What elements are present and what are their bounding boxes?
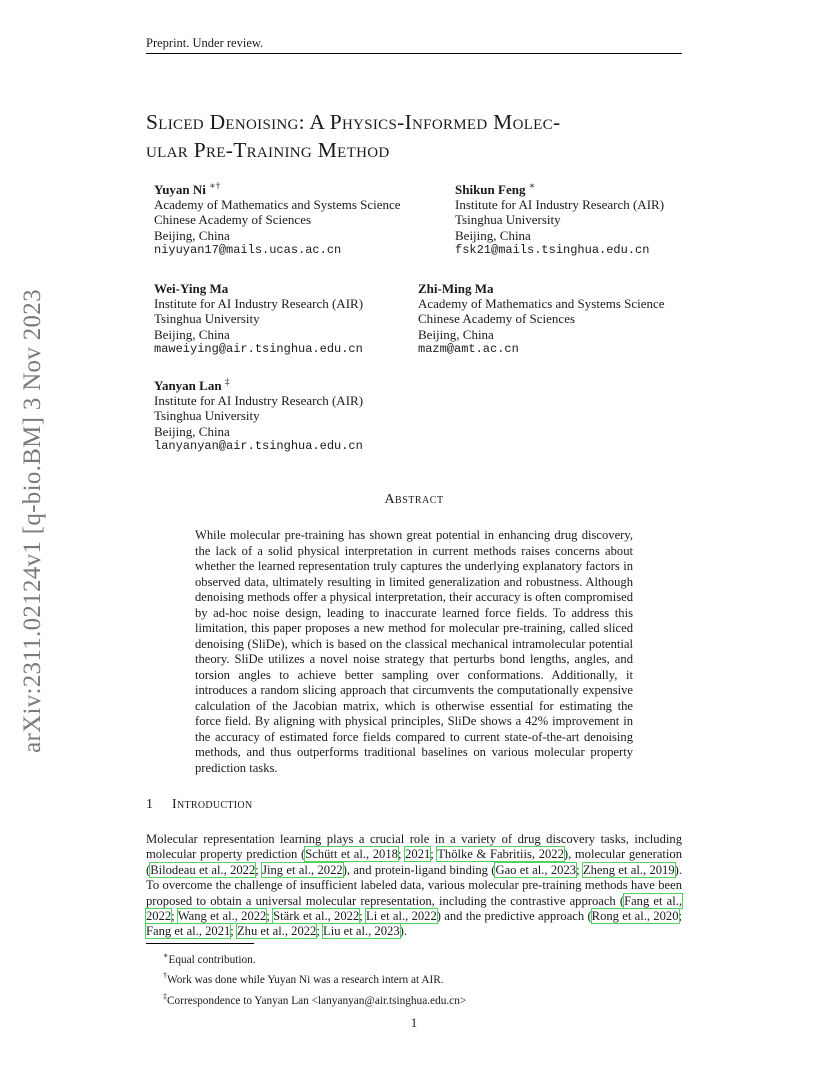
footnote-mark: †: [163, 971, 167, 981]
intro-text: Molecular representation learning plays a crucial role in a variety of drug discovery tasks, including molecular property prediction (: [146, 832, 682, 862]
intro-text: ;: [316, 924, 324, 939]
footnote-text: Correspondence to Yanyan Lan <lanyanyan@air.tsinghua.edu.cn>: [167, 994, 467, 1007]
author-affiliation: Chinese Academy of Sciences: [418, 311, 576, 327]
citation-link[interactable]: Rong et al., 2020: [591, 909, 679, 924]
paper-title: [146, 108, 706, 164]
arxiv-sidebar: [18, 268, 48, 773]
citation-link[interactable]: Schütt et al., 2018: [305, 847, 398, 862]
footnote: [163, 948, 466, 968]
author-affiliation: Tsinghua University: [154, 311, 260, 327]
intro-text: ;: [171, 909, 178, 924]
footnote: [163, 989, 466, 1009]
author-affiliation: Academy of Mathematics and Systems Science: [418, 296, 665, 312]
author-affiliation: Institute for AI Industry Research (AIR): [154, 393, 364, 409]
intro-text: ;: [230, 924, 237, 939]
citation-link[interactable]: Fang et al., 2021: [146, 924, 231, 939]
intro-text: ).: [399, 924, 407, 939]
author-marks: ‡: [224, 377, 230, 388]
author-affiliation: Chinese Academy of Sciences: [154, 212, 312, 228]
author-location: Beijing, China: [154, 423, 230, 439]
header-rule: [146, 53, 682, 54]
author-name: Wei-Ying Ma: [154, 281, 229, 296]
author-affiliation: Academy of Mathematics and Systems Science: [154, 197, 401, 213]
author-location: Beijing, China: [154, 326, 230, 342]
author-affiliation: Institute for AI Industry Research (AIR): [154, 296, 364, 312]
author-email[interactable]: lanyanyan@air.tsinghua.edu.cn: [154, 438, 363, 453]
intro-paragraph: [146, 832, 682, 940]
intro-text: ;: [255, 862, 263, 877]
author-name: Yuyan Ni: [154, 182, 206, 197]
author-block: [154, 182, 401, 258]
citation-link[interactable]: Jing et al., 2022: [262, 862, 343, 877]
author-email[interactable]: mazm@amt.ac.cn: [418, 341, 519, 356]
author-affiliation: Institute for AI Industry Research (AIR): [455, 197, 665, 213]
citation-link[interactable]: Thölke & Fabritiis, 2022: [437, 847, 564, 862]
section-number: 1: [146, 797, 154, 812]
footnote-rule: [146, 943, 254, 944]
running-header: Preprint. Under review.: [146, 36, 264, 50]
footnote-text: Work was done while Yuyan Ni was a research intern at AIR.: [167, 974, 444, 987]
author-email[interactable]: fsk21@mails.tsinghua.edu.cn: [455, 242, 650, 257]
citation-link[interactable]: Zheng et al., 2019: [582, 862, 675, 877]
citation-link[interactable]: Zhu et al., 2022: [236, 924, 317, 939]
intro-text: ). To overcome the challenge of insufficient labeled data, various molecular pre-training methods have been proposed to obtain a universal molecular representation, including the contrastive approach (: [146, 862, 682, 908]
author-location: Beijing, China: [418, 326, 494, 342]
intro-text: ;: [576, 862, 583, 877]
intro-text: ), and protein-ligand binding (: [342, 862, 496, 877]
intro-text: ;: [359, 909, 367, 924]
author-email[interactable]: maweiying@air.tsinghua.edu.cn: [154, 341, 363, 356]
intro-text: ;: [397, 847, 406, 862]
citation-link[interactable]: Wang et al., 2022: [177, 909, 267, 924]
intro-text: ;: [678, 909, 682, 924]
citation-link[interactable]: Bilodeau et al., 2022: [150, 862, 256, 877]
title-line-2: ular Pre-Training Method: [146, 138, 390, 162]
author-location: Beijing, China: [455, 227, 531, 243]
author-email[interactable]: niyuyan17@mails.ucas.ac.cn: [154, 242, 342, 257]
footnotes: [163, 948, 466, 1009]
footnote: [163, 968, 466, 988]
author-name: Zhi-Ming Ma: [418, 281, 494, 296]
intro-text: ) and the predictive approach (: [436, 909, 592, 924]
abstract-heading: Abstract: [384, 492, 444, 507]
author-marks: ∗: [528, 181, 536, 192]
arxiv-id: arXiv:2311.02124v1 [q-bio.BM] 3 Nov 2023: [19, 288, 46, 753]
citation-link[interactable]: Liu et al., 2023: [323, 924, 400, 939]
citation-link[interactable]: Stärk et al., 2022: [273, 909, 360, 924]
author-block: [418, 281, 665, 357]
author-affiliation: Tsinghua University: [154, 408, 260, 424]
intro-text: ;: [430, 847, 438, 862]
abstract-text: While molecular pre-training has shown great potential in enhancing drug discovery, the lack of a solid physical interpretation in current methods raises concerns about whether the learned representation truly captures the underlying explanatory factors in observed data, ultimately resulting in limited generalization and robustness. Although denoising methods offer a physical interpretation, their accuracy is often compromised by ad-hoc noise design, leading to inaccurate learned force fields. To address this limitation, this paper proposes a new method for molecular pre-training, called sliced denoising (SliDe), which is based on the classical mechanical intramolecular potential theory. SliDe utilizes a novel noise strategy that perturbs bond lengths, angles, and torsion angles to achieve better sampling over conformations. Additionally, it introduces a random slicing approach that circumvents the computationally expensive calculation of the Jacobian matrix, which is otherwise essential for estimating the force field. By aligning with physical principles, SliDe shows a 42% improvement in the accuracy of estimated force fields compared to current state-of-the-art denoising methods, and thus outperforms traditional baselines on various molecular property prediction tasks.: [195, 528, 633, 775]
author-marks: ∗†: [209, 181, 221, 192]
author-block: [455, 182, 664, 258]
page-number: 1: [410, 1015, 418, 1030]
author-name: Shikun Feng: [455, 182, 526, 197]
author-affiliation: Tsinghua University: [455, 212, 561, 228]
citation-link[interactable]: Fang et al., 2022: [146, 893, 682, 924]
author-block: [154, 281, 363, 357]
footnote-mark: ‡: [163, 991, 167, 1001]
footnote-mark: ∗: [163, 951, 169, 960]
author-block: [154, 378, 363, 454]
footnote-text: Equal contribution.: [168, 953, 256, 966]
intro-text: ;: [266, 909, 274, 924]
author-name: Yanyan Lan: [154, 378, 222, 393]
author-location: Beijing, China: [154, 227, 230, 243]
section-heading: [146, 797, 252, 813]
title-line-1: Sliced Denoising: A Physics-Informed Molec-: [146, 110, 561, 134]
section-title: Introduction: [172, 797, 253, 812]
citation-link[interactable]: 2021: [405, 847, 431, 862]
intro-text: ), molecular generation (: [146, 847, 683, 877]
citation-link[interactable]: Li et al., 2022: [366, 909, 437, 924]
citation-link[interactable]: Gao et al., 2023: [495, 862, 577, 877]
